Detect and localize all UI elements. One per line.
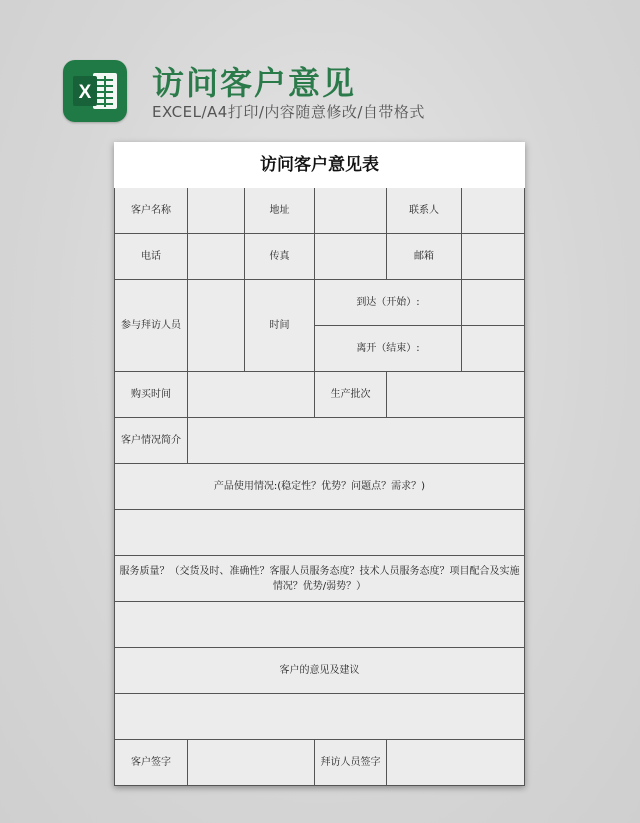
- label-feedback: 客户的意见及建议: [114, 648, 525, 694]
- excel-logo-graphic: [63, 60, 127, 122]
- field-service-quality[interactable]: [114, 602, 525, 648]
- label-customer-name: 客户名称: [114, 188, 188, 234]
- label-visitor-sign: 拜访人员签字: [315, 740, 387, 786]
- label-email: 邮箱: [387, 234, 462, 280]
- label-service-quality: 服务质量？（交货及时、准确性？客服人员服务态度？技术人员服务态度？项目配合及实施情况？优势/弱势？）: [114, 556, 525, 602]
- field-email[interactable]: [462, 234, 525, 280]
- field-leave[interactable]: [462, 326, 525, 372]
- label-visitors: 参与拜访人员: [114, 280, 188, 372]
- label-time: 时间: [245, 280, 315, 372]
- form-sheet: [114, 142, 525, 786]
- field-phone[interactable]: [188, 234, 245, 280]
- label-phone: 电话: [114, 234, 188, 280]
- excel-icon: [63, 60, 127, 122]
- field-visitors[interactable]: [188, 280, 245, 372]
- page-subtitle: EXCEL/A4打印/内容随意修改/自带格式: [152, 103, 425, 121]
- label-product-usage: 产品使用情况:(稳定性？优势？问题点？需求？): [114, 464, 525, 510]
- field-address[interactable]: [315, 188, 387, 234]
- label-arrive: 到达（开始）:: [315, 280, 462, 326]
- label-customer-profile: 客户情况简介: [114, 418, 188, 464]
- field-arrive[interactable]: [462, 280, 525, 326]
- field-customer-profile[interactable]: [188, 418, 525, 464]
- label-customer-sign: 客户签字: [114, 740, 188, 786]
- field-contact[interactable]: [462, 188, 525, 234]
- excel-logo-letter: X: [78, 82, 92, 103]
- label-address: 地址: [245, 188, 315, 234]
- label-purchase-time: 购买时间: [114, 372, 188, 418]
- label-leave: 离开（结束）:: [315, 326, 462, 372]
- field-product-usage[interactable]: [114, 510, 525, 556]
- field-purchase-time[interactable]: [188, 372, 315, 418]
- label-contact: 联系人: [387, 188, 462, 234]
- label-fax: 传真: [245, 234, 315, 280]
- field-feedback[interactable]: [114, 694, 525, 740]
- field-customer-sign[interactable]: [188, 740, 315, 786]
- field-customer-name[interactable]: [188, 188, 245, 234]
- form-title: 访问客户意见表: [114, 142, 525, 189]
- page-title: 访问客户意见: [152, 64, 357, 102]
- field-batch[interactable]: [387, 372, 525, 418]
- field-fax[interactable]: [315, 234, 387, 280]
- field-visitor-sign[interactable]: [387, 740, 525, 786]
- label-batch: 生产批次: [315, 372, 387, 418]
